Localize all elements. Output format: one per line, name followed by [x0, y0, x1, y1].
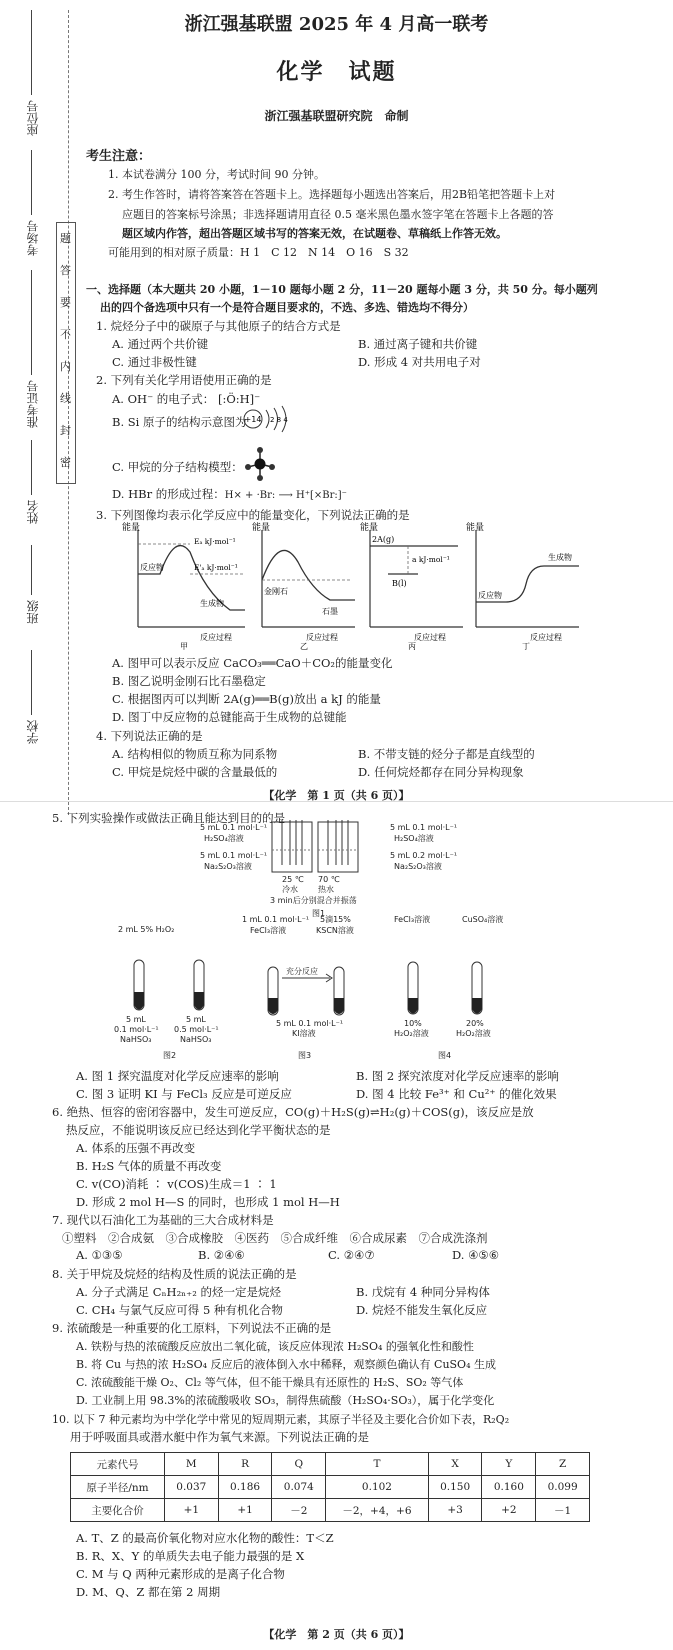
svg-text:20%: 20% — [466, 1019, 484, 1028]
notice-item: 2. 考生作答时，请将答案答在答题卡上。选择题每小题选出答案后，用2B铅笔把答题卡上对 — [108, 188, 556, 201]
exam-room-label: 考场号 — [26, 220, 40, 256]
chart-a-ea2: E'ₐ kJ·mol⁻¹ — [194, 563, 238, 572]
q1-option-c: C. 通过非极性键 — [112, 355, 197, 369]
page-divider — [0, 801, 673, 802]
q5-option-a: A. 图 1 探究温度对化学反应速率的影响 — [76, 1069, 279, 1083]
exam-title: 浙江强基联盟 2025 年 4 月高一联考 — [184, 14, 489, 35]
q9-option-a: A. 铁粉与热的浓硫酸反应放出二氧化硫，该反应体现浓 H₂SO₄ 的强氧化性和酸性 — [76, 1340, 474, 1353]
chart-b-xlabel: 反应过程 — [306, 633, 338, 642]
q4-option-c: C. 甲烷是烷烃中碳的含量最低的 — [112, 765, 278, 779]
q2-option-a: A. OH⁻ 的电子式： [:Ö:H]⁻ — [112, 392, 261, 406]
section-heading-2: 出的四个备选项中只有一个是符合题目要求的，不选、多选、错选均不得分） — [100, 301, 474, 314]
svg-text:H₂SO₄溶液: H₂SO₄溶液 — [204, 834, 244, 843]
seat-number-label: 座位号 — [26, 100, 40, 136]
chart-a-product: 生成物 — [200, 599, 224, 608]
svg-text:10%: 10% — [404, 1019, 422, 1028]
chart-c-delta: a kJ·mol⁻¹ — [412, 555, 450, 564]
svg-text:H₂O₂溶液: H₂O₂溶液 — [456, 1029, 491, 1038]
q3-stem: 3. 下列图像均表示化学反应中的能量变化，下列说法正确的是 — [96, 508, 410, 522]
svg-text:H₂O₂溶液: H₂O₂溶液 — [394, 1029, 429, 1038]
q3-option-a: A. 图甲可以表示反应 CaCO₃══CaO＋CO₂的能量变化 — [112, 656, 393, 670]
q3-option-c: C. 根据图丙可以判断 2A(g)══B(g)放出 a kJ 的能量 — [112, 692, 381, 706]
q5-figure-3 — [238, 912, 368, 1062]
chart-b-ylabel: 能量 — [252, 523, 271, 533]
svg-text:+14: +14 — [244, 415, 262, 424]
q5-figure-2 — [108, 922, 228, 1062]
q7-option-a: A. ①③⑤ — [76, 1248, 123, 1262]
methane-model-icon — [244, 445, 276, 483]
chart-d-product: 生成物 — [548, 553, 572, 562]
svg-text:5 mL 0.1 mol·L⁻¹: 5 mL 0.1 mol·L⁻¹ — [276, 1019, 344, 1028]
q3-option-d: D. 图丁中反应物的总键能高于生成物的总键能 — [112, 710, 347, 724]
svg-text:3 min后分别混合并振荡: 3 min后分别混合并振荡 — [270, 896, 357, 905]
svg-text:5 mL 0.1 mol·L⁻¹: 5 mL 0.1 mol·L⁻¹ — [200, 851, 268, 860]
table-row: 元素代号 M R Q T X Y Z — [71, 1453, 590, 1476]
chart-b-caption: 乙 — [300, 642, 308, 650]
svg-text:H₂SO₄溶液: H₂SO₄溶液 — [394, 834, 434, 843]
svg-text:5 mL: 5 mL — [186, 1015, 206, 1024]
energy-chart-a — [120, 522, 250, 650]
chart-b-product: 石墨 — [322, 607, 338, 616]
svg-text:图3: 图3 — [298, 1051, 312, 1060]
q4-option-a: A. 结构相似的物质互称为同系物 — [112, 747, 278, 761]
chart-c-product: B(l) — [392, 579, 407, 588]
svg-text:充分反应: 充分反应 — [286, 967, 318, 976]
q5-figure-1 — [190, 820, 490, 920]
svg-text:CuSO₄溶液: CuSO₄溶液 — [462, 915, 504, 924]
q8-stem: 8. 关于甲烷及烷烃的结构及性质的说法正确的是 — [52, 1267, 297, 1281]
energy-chart-d — [464, 522, 584, 650]
oh-electron-formula: [:Ö:H]⁻ — [217, 392, 261, 406]
q5-option-c: C. 图 3 证明 KI 与 FeCl₃ 反应是可逆反应 — [76, 1087, 292, 1101]
notice-item: 应题目的答案标号涂黑；非选择题请用直径 0.5 毫米黑色墨水签字笔在答题卡上各题的答 — [122, 208, 554, 221]
svg-text:2 8 4: 2 8 4 — [270, 416, 288, 424]
svg-text:FeCl₃溶液: FeCl₃溶液 — [394, 915, 431, 924]
name-label: 姓名 — [26, 500, 40, 524]
svg-text:25 ℃: 25 ℃ — [282, 875, 304, 884]
svg-text:2 mL 5% H₂O₂: 2 mL 5% H₂O₂ — [118, 925, 175, 934]
element-table — [70, 1452, 590, 1522]
svg-text:Na₂S₂O₃溶液: Na₂S₂O₃溶液 — [394, 862, 442, 871]
q10-option-d: D. M、Q、Z 都在第 2 周期 — [76, 1585, 221, 1599]
q7-option-c: C. ②④⑦ — [328, 1248, 375, 1262]
svg-text:5 mL: 5 mL — [126, 1015, 146, 1024]
svg-text:5 mL 0.1 mol·L⁻¹: 5 mL 0.1 mol·L⁻¹ — [200, 823, 268, 832]
chart-c-xlabel: 反应过程 — [414, 633, 446, 642]
svg-text:NaHSO₃: NaHSO₃ — [180, 1035, 212, 1044]
chart-d-caption: 丁 — [522, 642, 530, 650]
page-footer-1: 【化学 第 1 页（共 6 页）】 — [263, 789, 410, 802]
chart-a-xlabel: 反应过程 — [200, 633, 232, 642]
svg-text:NaHSO₃: NaHSO₃ — [120, 1035, 152, 1044]
producer: 浙江强基联盟研究院 命制 — [264, 109, 409, 123]
q1-option-b: B. 通过离子键和共价键 — [358, 337, 478, 351]
svg-text:Na₂S₂O₃溶液: Na₂S₂O₃溶液 — [204, 862, 252, 871]
q10-option-a: A. T、Z 的最高价氧化物对应水化物的酸性：T＜Z — [76, 1531, 334, 1545]
svg-text:1 mL 0.1 mol·L⁻¹: 1 mL 0.1 mol·L⁻¹ — [242, 915, 310, 924]
ticket-number-label: 准考证号 — [26, 380, 40, 428]
q8-option-a: A. 分子式满足 CₙH₂ₙ₊₂ 的烃一定是烷烃 — [76, 1285, 281, 1299]
q8-option-b: B. 戊烷有 4 种同分异构体 — [356, 1285, 490, 1299]
q8-option-d: D. 烷烃不能发生氧化反应 — [356, 1303, 488, 1317]
svg-text:5 mL 0.2 mol·L⁻¹: 5 mL 0.2 mol·L⁻¹ — [390, 851, 458, 860]
q6-stem-2: 热反应，不能说明该反应已经达到化学平衡状态的是 — [66, 1123, 331, 1137]
table-row: 原子半径/nm 0.037 0.186 0.074 0.102 0.150 0.160 0.099 — [71, 1476, 590, 1499]
chart-a-caption: 甲 — [180, 642, 188, 650]
q8-option-c: C. CH₄ 与氯气反应可得 5 种有机化合物 — [76, 1303, 283, 1317]
svg-text:图2: 图2 — [163, 1051, 177, 1060]
svg-text:5 mL 0.1 mol·L⁻¹: 5 mL 0.1 mol·L⁻¹ — [390, 823, 458, 832]
q10-stem: 10. 以下 7 种元素均为中学化学中常见的短周期元素，其原子半径及主要化合价如下表，R₂Q₂ — [52, 1413, 510, 1426]
q10-option-c: C. M 与 Q 两种元素形成的是离子化合物 — [76, 1567, 285, 1581]
q6-option-b: B. H₂S 气体的质量不再改变 — [76, 1159, 222, 1173]
q9-stem: 9. 浓硫酸是一种重要的化工原料，下列说法不正确的是 — [52, 1321, 332, 1335]
q3-option-b: B. 图乙说明金刚石比石墨稳定 — [112, 674, 266, 688]
svg-text:FeCl₃溶液: FeCl₃溶液 — [250, 926, 287, 935]
q4-stem: 4. 下列说法正确的是 — [96, 729, 203, 743]
class-label: 班级 — [26, 600, 40, 624]
subject-title: 化学 试题 — [276, 59, 397, 85]
chart-a-reactant: 反应物 — [140, 563, 164, 572]
q1-option-a: A. 通过两个共价键 — [112, 337, 209, 351]
q1-stem: 1. 烷烃分子中的碳原子与其他原子的结合方式是 — [96, 319, 341, 333]
si-atom-diagram-icon — [240, 404, 300, 434]
q2-stem: 2. 下列有关化学用语使用正确的是 — [96, 373, 272, 387]
svg-text:图1: 图1 — [312, 909, 326, 918]
q6-option-c: C. v(CO)消耗 ∶ v(COS)生成＝1 ∶ 1 — [76, 1177, 277, 1191]
svg-text:70 ℃: 70 ℃ — [318, 875, 340, 884]
school-label: 学校 — [26, 720, 40, 744]
q5-option-b: B. 图 2 探究浓度对化学反应速率的影响 — [356, 1069, 559, 1083]
chart-a-ylabel: 能量 — [122, 523, 141, 533]
q9-option-c: C. 浓硫酸能干燥 O₂、Cl₂ 等气体，但不能干燥具有还原性的 H₂S、SO₂ 等气体 — [76, 1376, 464, 1389]
q7-stem: 7. 现代以石油化工为基础的三大合成材料是 — [52, 1213, 274, 1227]
q10-stem-2: 用于呼吸面具或潜水艇中作为氧气来源。下列说法正确的是 — [70, 1430, 369, 1444]
svg-text:0.1 mol·L⁻¹: 0.1 mol·L⁻¹ — [114, 1025, 159, 1034]
chart-c-ylabel: 能量 — [360, 523, 379, 533]
q2-option-d: D. HBr 的形成过程：H× + ·Br: ⟶ H⁺[×Br:]⁻ — [112, 487, 347, 501]
page-footer-2: 【化学 第 2 页（共 6 页）】 — [263, 1628, 410, 1641]
energy-chart-b — [250, 522, 360, 650]
q5-stem: 5. 下列实验操作或做法正确且能达到目的的是 — [52, 811, 286, 825]
section-heading: 一、选择题（本大题共 20 小题，1－10 题每小题 2 分，11－20 题每小题 3 分，共 50 分。每小题列 — [86, 283, 598, 296]
q9-option-b: B. 将 Cu 与热的浓 H₂SO₄ 反应后的液体倒入水中稀释，观察颜色确认有 CuSO₄ 生成 — [76, 1358, 496, 1371]
svg-text:0.5 mol·L⁻¹: 0.5 mol·L⁻¹ — [174, 1025, 219, 1034]
q1-option-d: D. 形成 4 对共用电子对 — [358, 355, 481, 369]
hbr-formation: H× + ·Br: ⟶ H⁺[×Br:]⁻ — [224, 490, 347, 501]
q2-option-c: C. 甲烷的分子结构模型： — [112, 460, 243, 474]
q6-stem: 6. 绝热、恒容的密闭容器中，发生可逆反应，CO(g)＋H₂S(g)⇌H₂(g)＋COS(g)，该反应是放 — [52, 1105, 534, 1119]
notice-item: 1. 本试卷满分 100 分，考试时间 90 分钟。 — [108, 168, 325, 181]
q7-option-d: D. ④⑤⑥ — [452, 1248, 500, 1262]
chart-d-ylabel: 能量 — [466, 523, 485, 533]
chart-d-xlabel: 反应过程 — [530, 633, 562, 642]
atomic-mass-line: 可能用到的相对原子质量：H 1 C 12 N 14 O 16 S 32 — [108, 246, 409, 259]
table-row: 主要化合价 +1 +1 －2 －2，+4，+6 +3 +2 －1 — [71, 1499, 590, 1522]
chart-b-reactant: 金刚石 — [264, 587, 288, 596]
svg-text:冷水: 冷水 — [282, 885, 298, 894]
q9-option-d: D. 工业制上用 98.3%的浓硫酸吸收 SO₃，制得焦硫酸（H₂SO₄·SO₃），属于化学变化 — [76, 1394, 495, 1407]
chart-c-reactant: 2A(g) — [372, 535, 395, 544]
svg-text:KSCN溶液: KSCN溶液 — [316, 926, 354, 935]
svg-text:图4: 图4 — [438, 1051, 452, 1060]
q4-option-b: B. 不带支链的烃分子都是直线型的 — [358, 747, 535, 761]
q6-option-a: A. 体系的压强不再改变 — [76, 1141, 196, 1155]
chart-c-caption: 丙 — [408, 642, 416, 650]
svg-text:KI溶液: KI溶液 — [292, 1029, 316, 1038]
q6-option-d: D. 形成 2 mol H—S 的同时，也形成 1 mol H—H — [76, 1195, 340, 1209]
q4-option-d: D. 任何烷烃都存在同分异构现象 — [358, 765, 524, 779]
q2-option-b: B. Si 原子的结构示意图为 — [112, 415, 247, 429]
q5-option-d: D. 图 4 比较 Fe³⁺ 和 Cu²⁺ 的催化效果 — [356, 1087, 557, 1101]
q7-items: ①塑料 ②合成氨 ③合成橡胶 ④医药 ⑤合成纤维 ⑥合成尿素 ⑦合成洗涤剂 — [62, 1231, 488, 1245]
q10-option-b: B. R、X、Y 的单质失去电子能力最强的是 X — [76, 1549, 305, 1563]
notice-item: 题区域内作答，超出答题区域书写的答案无效，在试题卷、草稿纸上作答无效。 — [122, 227, 507, 240]
notice-heading: 考生注意： — [86, 149, 152, 164]
svg-text:热水: 热水 — [318, 885, 334, 894]
q5-figure-4 — [392, 912, 522, 1062]
energy-chart-c — [358, 522, 468, 650]
q7-option-b: B. ②④⑥ — [198, 1248, 245, 1262]
chart-a-ea: Eₐ kJ·mol⁻¹ — [194, 537, 236, 546]
chart-d-reactant: 反应物 — [478, 591, 502, 600]
svg-text:5滴15%: 5滴15% — [320, 915, 351, 924]
